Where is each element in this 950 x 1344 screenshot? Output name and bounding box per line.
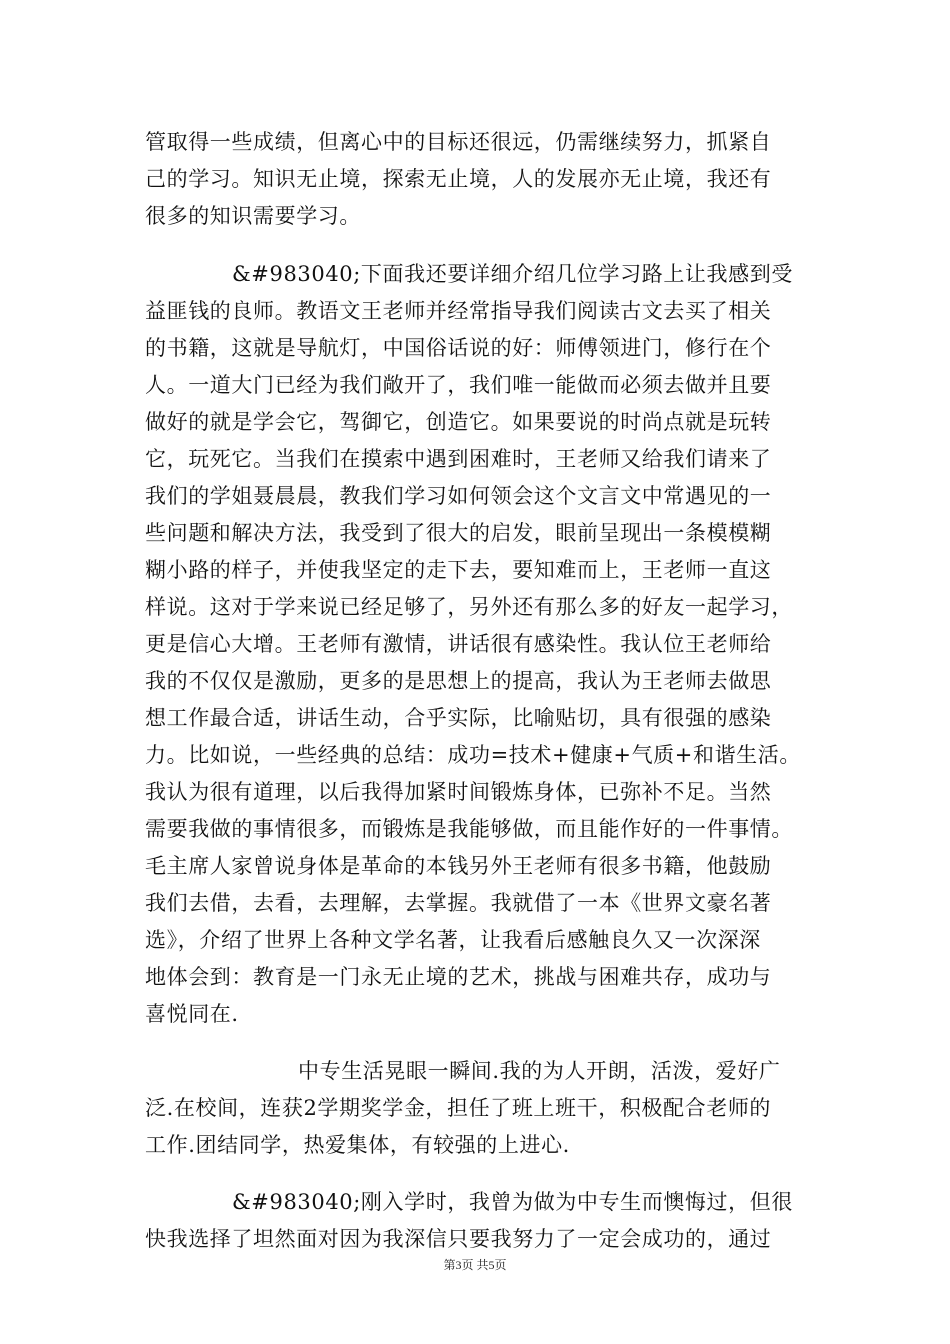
paragraph-line: 管取得一些成绩，但离心中的目标还很远，仍需继续努力，抓紧自 bbox=[145, 130, 772, 154]
paragraph-line: 人。一道大门已经为我们敞开了，我们唯一能做而必须去做并且要 bbox=[145, 373, 772, 397]
paragraph-first-line: &#983040;刚入学时，我曾为做为中专生而懊悔过，但很 bbox=[232, 1190, 793, 1214]
paragraph-line: 地体会到：教育是一门永无止境的艺术，挑战与困难共存，成功与 bbox=[145, 965, 772, 989]
footer-current-page: 3 bbox=[455, 1258, 462, 1272]
paragraph-line: 泛.在校间，连获2学期奖学金，担任了班上班干，积极配合老师的 bbox=[145, 1096, 772, 1120]
paragraph-line: 很多的知识需要学习。 bbox=[145, 204, 361, 228]
paragraph-line: 糊小路的样子，并使我坚定的走下去，要知难而上，王老师一直这 bbox=[145, 558, 772, 582]
paragraph-line: 我认为很有道理，以后我得加紧时间锻炼身体，已弥补不足。当然 bbox=[145, 780, 772, 804]
paragraph-line: 些问题和解决方法，我受到了很大的启发，眼前呈现出一条模模糊 bbox=[145, 521, 772, 545]
paragraph-line: 益匪钱的良师。教语文王老师并经常指导我们阅读古文去买了相关 bbox=[145, 299, 772, 323]
paragraph-line: 喜悦同在. bbox=[145, 1002, 239, 1026]
page-footer bbox=[0, 1257, 950, 1273]
paragraph-first-line: 中专生活晃眼一瞬间.我的为人开朗，活泼，爱好广 bbox=[298, 1059, 781, 1083]
footer-prefix: 第 bbox=[443, 1258, 456, 1272]
paragraph-line: 的书籍，这就是导航灯，中国俗话说的好：师傅领进门，修行在个 bbox=[145, 336, 772, 360]
paragraph-line: 我的不仅仅是激励，更多的是思想上的提高，我认为王老师去做思 bbox=[145, 669, 772, 693]
paragraph-line: 力。比如说，一些经典的总结：成功=技术+健康+气质+和谐生活。 bbox=[145, 743, 801, 767]
paragraph-line: 需要我做的事情很多，而锻炼是我能够做，而且能作好的一件事情。 bbox=[145, 817, 793, 841]
paragraph-first-line: &#983040;下面我还要详细介绍几位学习路上让我感到受 bbox=[232, 262, 793, 286]
paragraph-line: 样说。这对于学来说已经足够了，另外还有那么多的好友一起学习， bbox=[145, 595, 793, 619]
paragraph-line: 它，玩死它。当我们在摸索中遇到困难时，王老师又给我们请来了 bbox=[145, 447, 772, 471]
footer-total-pages: 5 bbox=[488, 1258, 495, 1272]
paragraph-line: 己的学习。知识无止境，探索无止境，人的发展亦无止境，我还有 bbox=[145, 167, 772, 191]
paragraph-line: 毛主席人家曾说身体是革命的本钱另外王老师有很多书籍，他鼓励 bbox=[145, 854, 772, 878]
paragraph-line: 想工作最合适，讲话生动，合乎实际，比喻贴切，具有很强的感染 bbox=[145, 706, 772, 730]
paragraph-line: 选》，介绍了世界上各种文学名著，让我看后感触良久又一次深深 bbox=[145, 928, 761, 952]
footer-suffix: 页 bbox=[494, 1258, 507, 1272]
paragraph-line: 我们的学姐聂晨晨，教我们学习如何领会这个文言文中常遇见的一 bbox=[145, 484, 772, 508]
paragraph-line: 工作.团结同学，热爱集体，有较强的上进心. bbox=[145, 1133, 570, 1157]
footer-middle: 页 共 bbox=[461, 1258, 489, 1272]
paragraph-line: 做好的就是学会它，驾御它，创造它。如果要说的时尚点就是玩转 bbox=[145, 410, 772, 434]
paragraph-line: 快我选择了坦然面对因为我深信只要我努力了一定会成功的，通过 bbox=[145, 1227, 772, 1251]
paragraph-line: 我们去借，去看，去理解，去掌握。我就借了一本《世界文豪名著 bbox=[145, 891, 772, 915]
paragraph-line: 更是信心大增。王老师有激情，讲话很有感染性。我认位王老师给 bbox=[145, 632, 772, 656]
